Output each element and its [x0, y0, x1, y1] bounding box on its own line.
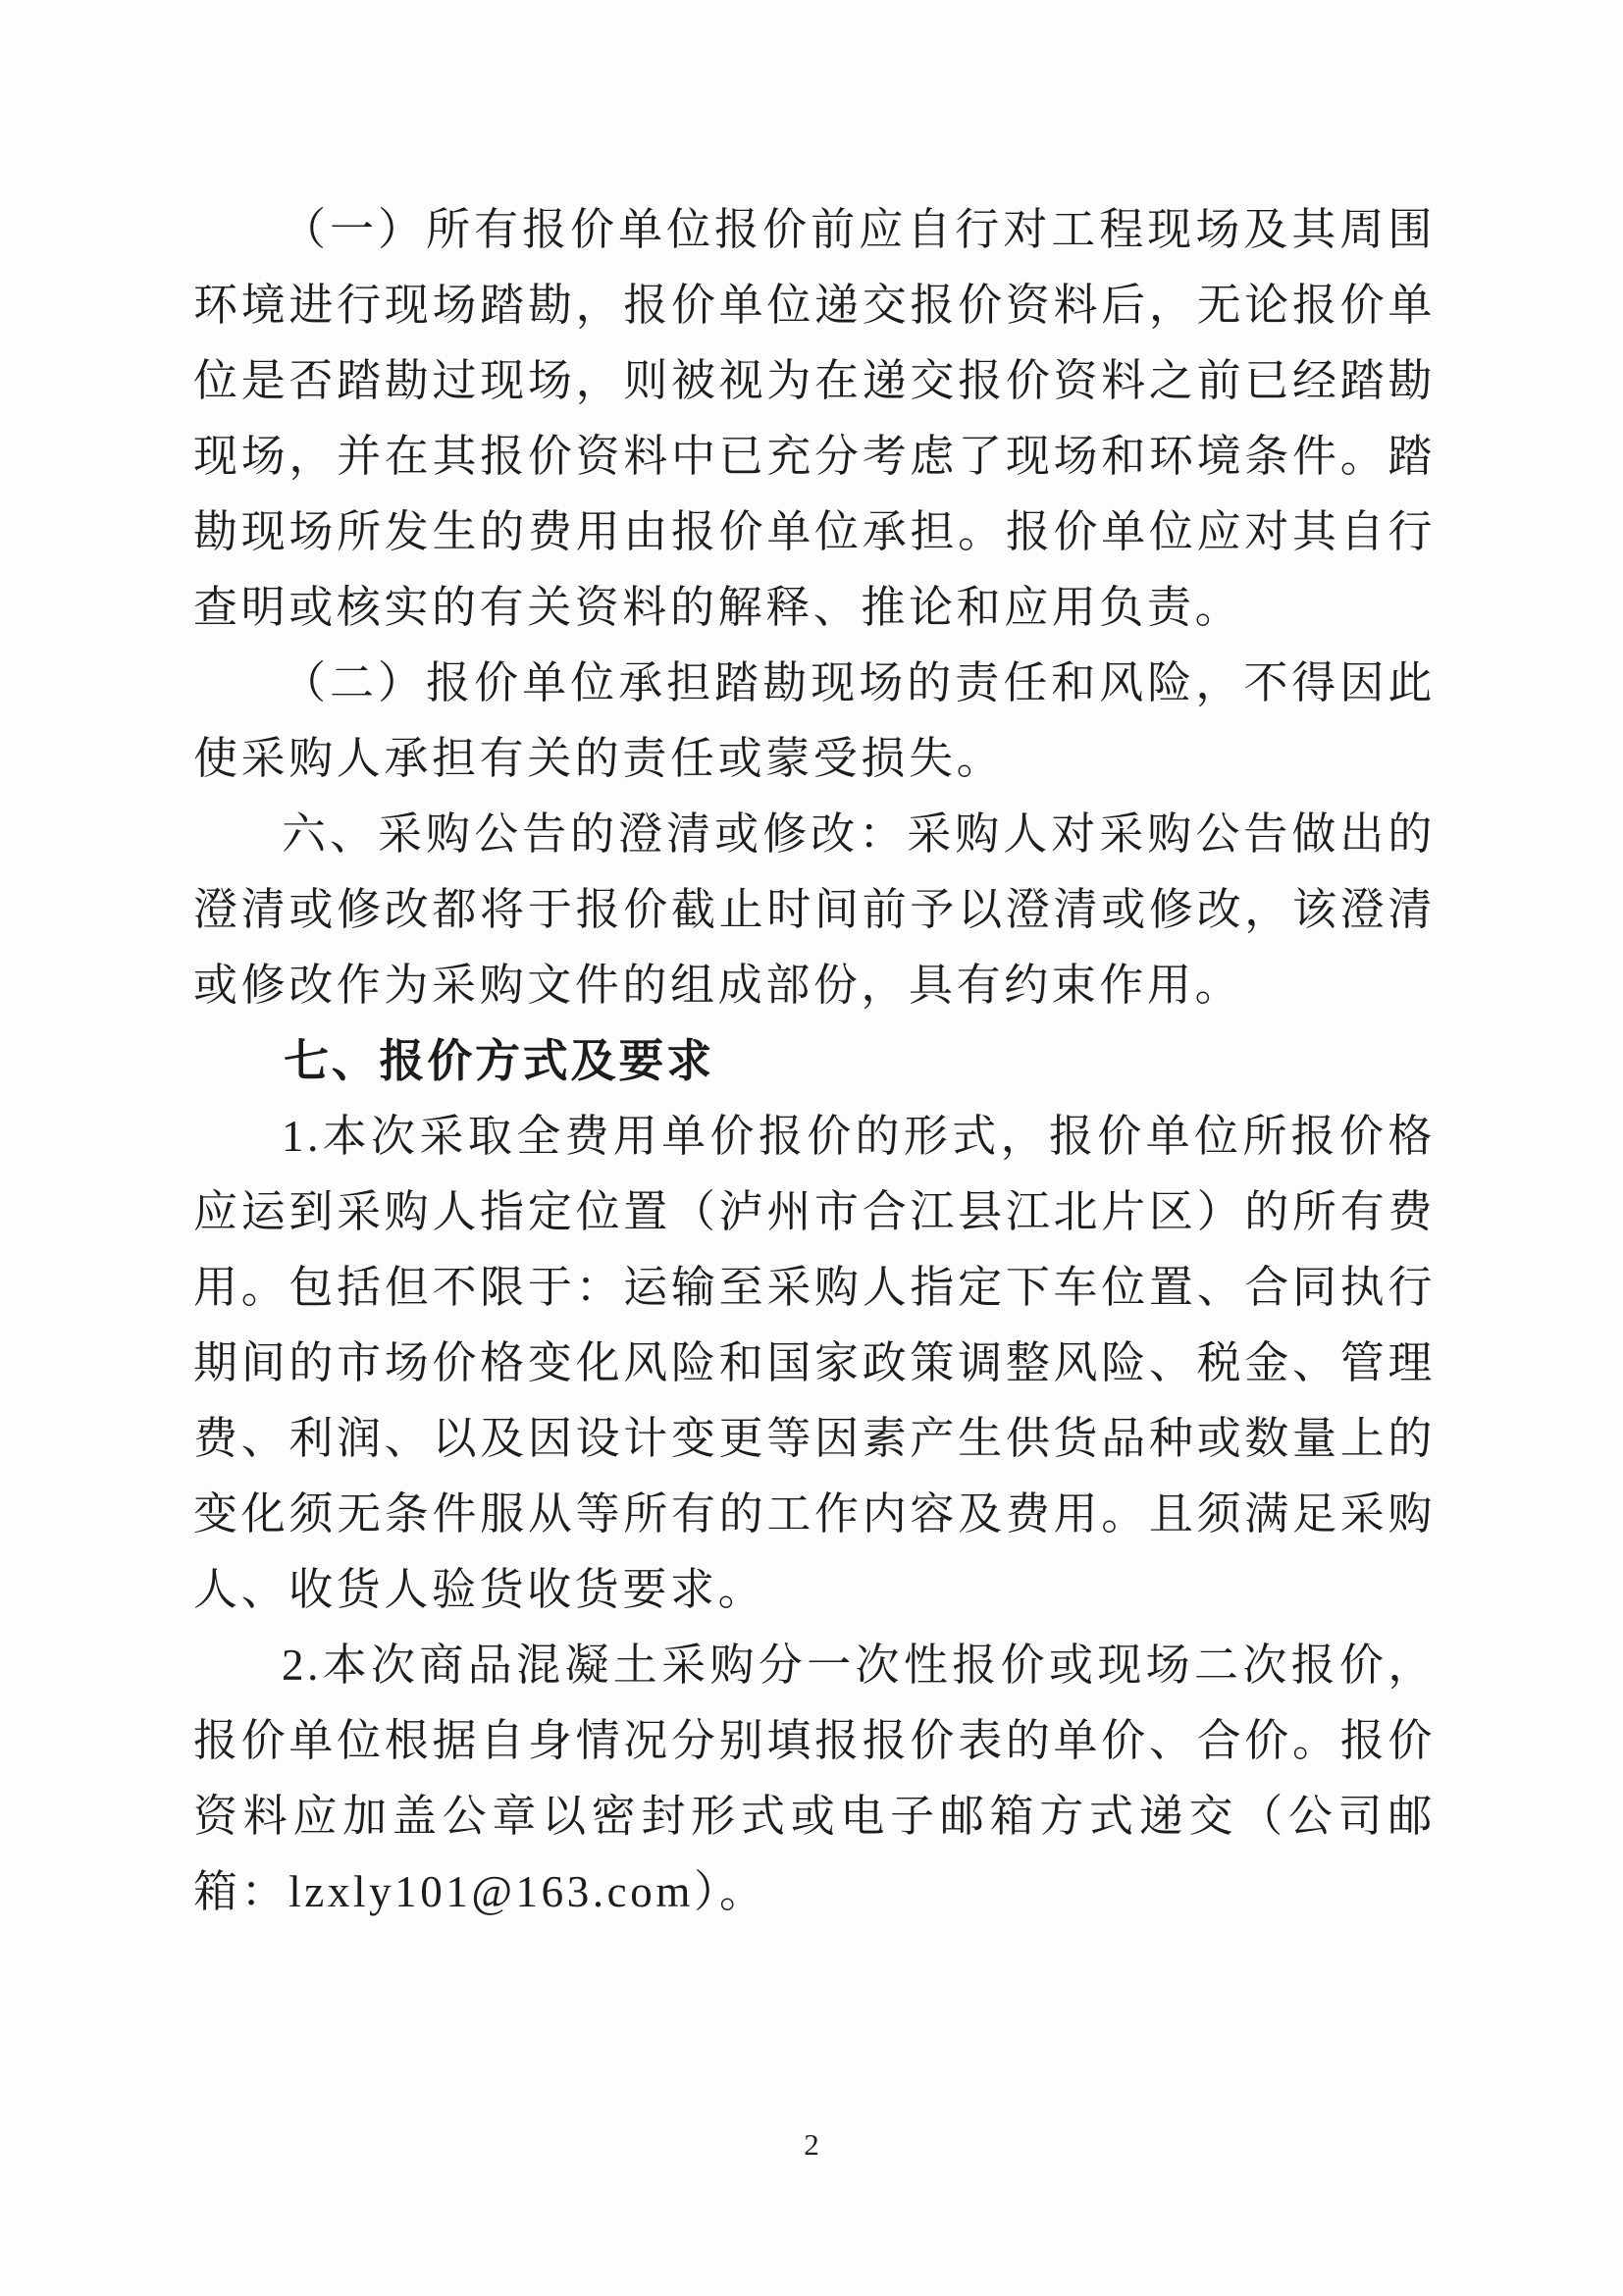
page-number: 2	[804, 2127, 819, 2162]
section-heading-quotation-method: 七、报价方式及要求	[284, 1035, 714, 1086]
paragraph-clarification-section: 六、采购公告的澄清或修改：采购人对采购公告做出的澄清或修改都将于报价截止时间前予以澄清或修改，该澄清或修改作为采购文件的组成部份，具有约束作用。	[193, 809, 1436, 1010]
paragraph-quotation-item-1: 1.本次采取全费用单价报价的形式，报价单位所报价格应运到采购人指定位置（泸州市合江县江北片区）的所有费用。包括但不限于：运输至采购人指定下车位置、合同执行期间的市场价格变化风险和国家政策调整风险、税金、管理费、利润、以及因设计变更等因素产生供货品种或数量上的变化须无条件服从等所有的工作内容及费用。且须满足采购人、收货人验货收货要求。	[193, 1112, 1436, 1614]
paragraph-site-survey-1: （一）所有报价单位报价前应自行对工程现场及其周围环境进行现场踏勘，报价单位递交报价资料后，无论报价单位是否踏勘过现场，则被视为在递交报价资料之前已经踏勘现场，并在其报价资料中已充分考虑了现场和环境条件。踏勘现场所发生的费用由报价单位承担。报价单位应对其自行查明或核实的有关资料的解释、推论和应用负责。	[193, 205, 1436, 632]
paragraph-quotation-item-2: 2.本次商品混凝土采购分一次性报价或现场二次报价，报价单位根据自身情况分别填报报价表的单价、合价。报价资料应加盖公章以密封形式或电子邮箱方式递交（公司邮箱：lzxly101@163.com）。	[193, 1641, 1436, 1916]
document-body	[193, 192, 1436, 1930]
paragraph-site-survey-2: （二）报价单位承担踏勘现场的责任和风险，不得因此使采购人承担有关的责任或蒙受损失。	[193, 658, 1436, 783]
